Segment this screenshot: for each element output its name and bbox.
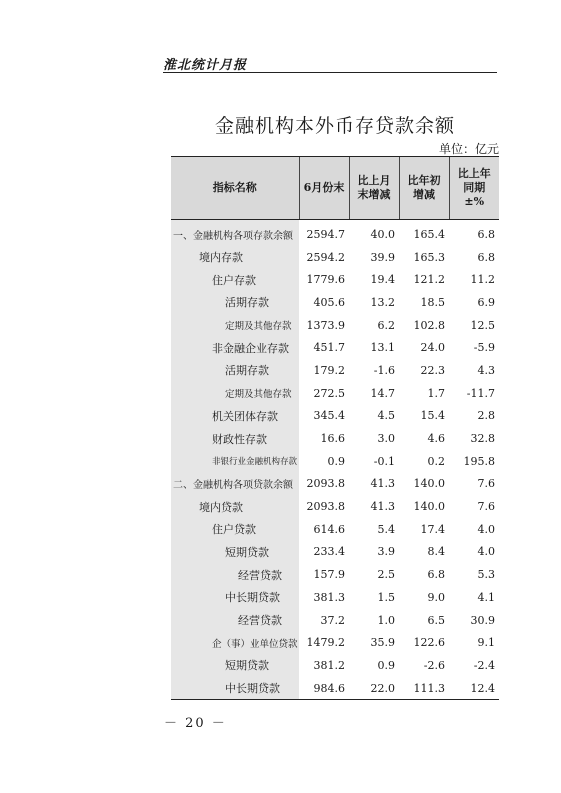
- header-line: 同期: [463, 181, 486, 194]
- row-indicator-name: 一、金融机构各项存款余额: [171, 220, 299, 246]
- cell-mom-change: 41.3: [370, 477, 395, 491]
- cell-ytd-change: 122.6: [413, 636, 445, 650]
- row-indicator-name: 活期存款: [171, 359, 299, 382]
- table-row: [171, 518, 499, 541]
- cell-yoy-pct: 4.1: [477, 590, 495, 604]
- cell-ytd-change: 24.0: [420, 341, 445, 355]
- cell-yoy-pct: -2.4: [473, 658, 495, 672]
- cell-june-end: 157.9: [313, 568, 345, 582]
- col-header-mom-change: [349, 157, 399, 220]
- table-row: [171, 359, 499, 382]
- header-rule: [163, 72, 497, 73]
- cell-yoy-pct: 11.2: [470, 273, 495, 287]
- cell-mom-change: 6.2: [377, 318, 395, 332]
- col-header-june-end: [299, 157, 349, 220]
- col-header-indicator: [171, 157, 299, 220]
- cell-mom-change: -1.6: [373, 363, 395, 377]
- cell-june-end: 2093.8: [306, 477, 345, 491]
- cell-june-end: 2093.8: [306, 500, 345, 514]
- table-row: [171, 291, 499, 314]
- row-indicator-name: 活期存款: [171, 291, 299, 314]
- cell-yoy-pct: -5.9: [473, 341, 495, 355]
- cell-june-end: 272.5: [313, 386, 345, 400]
- cell-mom-change: 4.5: [377, 409, 395, 423]
- table-row: [171, 677, 499, 700]
- cell-mom-change: 5.4: [377, 522, 395, 536]
- cell-mom-change: 3.9: [377, 545, 395, 559]
- cell-mom-change: 13.2: [370, 295, 395, 309]
- header-line: 比上年: [457, 167, 491, 180]
- cell-yoy-pct: 7.6: [477, 477, 495, 491]
- cell-mom-change: 41.3: [370, 500, 395, 514]
- cell-june-end: 381.2: [313, 658, 345, 672]
- row-indicator-name: 短期贷款: [171, 654, 299, 677]
- cell-yoy-pct: 32.8: [470, 432, 495, 446]
- cell-ytd-change: 140.0: [413, 477, 445, 491]
- cell-yoy-pct: 195.8: [463, 454, 495, 468]
- cell-june-end: 405.6: [313, 295, 345, 309]
- cell-ytd-change: 1.7: [427, 386, 445, 400]
- table-row: [171, 268, 499, 291]
- cell-june-end: 381.3: [313, 590, 345, 604]
- cell-ytd-change: 0.2: [427, 454, 445, 468]
- cell-ytd-change: 121.2: [413, 273, 445, 287]
- row-indicator-name: 非银行业金融机构存款: [171, 450, 299, 473]
- cell-ytd-change: 15.4: [420, 409, 445, 423]
- row-indicator-name: 经营贷款: [171, 609, 299, 632]
- cell-ytd-change: 165.4: [413, 227, 445, 241]
- table-row: [171, 586, 499, 609]
- table-row: [171, 427, 499, 450]
- cell-june-end: 345.4: [313, 409, 345, 423]
- row-indicator-name: 机关团体存款: [171, 405, 299, 428]
- cell-mom-change: 14.7: [370, 386, 395, 400]
- table-title: 金融机构本外币存贷款余额: [214, 115, 455, 137]
- row-indicator-name: 境内存款: [171, 246, 299, 269]
- row-indicator-name: 财政性存款: [171, 427, 299, 450]
- cell-yoy-pct: 6.9: [477, 295, 495, 309]
- cell-ytd-change: 18.5: [420, 295, 445, 309]
- cell-mom-change: 22.0: [349, 677, 399, 700]
- loan-deposit-table: [171, 156, 499, 700]
- row-indicator-name: 非金融企业存款: [171, 336, 299, 359]
- row-indicator-name: 定期及其他存款: [171, 382, 299, 405]
- row-indicator-name: 短期贷款: [171, 541, 299, 564]
- table-row: [171, 473, 499, 496]
- cell-ytd-change: 4.6: [427, 432, 445, 446]
- cell-june-end: 1779.6: [306, 273, 345, 287]
- cell-mom-change: 1.5: [377, 590, 395, 604]
- cell-ytd-change: 165.3: [413, 250, 445, 264]
- header-line: 指标名称: [212, 181, 257, 194]
- cell-june-end: 37.2: [320, 613, 345, 627]
- cell-yoy-pct: 6.8: [477, 250, 495, 264]
- cell-yoy-pct: -11.7: [466, 386, 495, 400]
- cell-yoy-pct: 2.8: [477, 409, 495, 423]
- cell-yoy-pct: 4.0: [477, 522, 495, 536]
- col-header-yoy-pct: [449, 157, 499, 220]
- table-row: [171, 314, 499, 337]
- cell-ytd-change: 6.8: [427, 568, 445, 582]
- table-row: [171, 246, 499, 269]
- table-row: [171, 654, 499, 677]
- cell-ytd-change: -2.6: [423, 658, 445, 672]
- table-header-row: [171, 157, 499, 220]
- row-indicator-name: 二、金融机构各项贷款余额: [171, 473, 299, 496]
- row-indicator-name: 中长期贷款: [171, 677, 299, 700]
- header-line: 比年初: [407, 174, 441, 187]
- header-line: 增减: [413, 188, 435, 201]
- cell-mom-change: 40.0: [370, 227, 395, 241]
- row-indicator-name: 住户存款: [171, 268, 299, 291]
- unit-label: 单位：亿元: [438, 142, 499, 156]
- cell-yoy-pct: 4.0: [477, 545, 495, 559]
- cell-ytd-change: 17.4: [420, 522, 445, 536]
- cell-mom-change: 13.1: [370, 341, 395, 355]
- table-body: [171, 220, 499, 700]
- cell-ytd-change: 22.3: [420, 363, 445, 377]
- header-line: 6月份末: [303, 181, 345, 194]
- cell-june-end: 984.6: [299, 677, 349, 700]
- cell-june-end: 2594.7: [306, 227, 345, 241]
- row-indicator-name: 定期及其他存款: [171, 314, 299, 337]
- cell-mom-change: 35.9: [370, 636, 395, 650]
- cell-ytd-change: 102.8: [413, 318, 445, 332]
- table-row: [171, 405, 499, 428]
- cell-yoy-pct: 12.4: [449, 677, 499, 700]
- cell-mom-change: 3.0: [377, 432, 395, 446]
- table-row: [171, 336, 499, 359]
- cell-mom-change: 39.9: [370, 250, 395, 264]
- page-number: － 20 －: [164, 716, 227, 731]
- cell-june-end: 179.2: [313, 363, 345, 377]
- cell-mom-change: 1.0: [377, 613, 395, 627]
- cell-june-end: 614.6: [313, 522, 345, 536]
- cell-ytd-change: 111.3: [399, 677, 449, 700]
- row-indicator-name: 住户贷款: [171, 518, 299, 541]
- cell-yoy-pct: 4.3: [477, 363, 495, 377]
- publication-header: 淮北统计月报: [163, 58, 248, 73]
- header-line: 比上月: [357, 174, 391, 187]
- cell-june-end: 1373.9: [306, 318, 345, 332]
- table-row: [171, 220, 499, 246]
- cell-yoy-pct: 6.8: [477, 227, 495, 241]
- cell-ytd-change: 8.4: [427, 545, 445, 559]
- table-row: [171, 631, 499, 654]
- table-row: [171, 609, 499, 632]
- cell-june-end: 2594.2: [306, 250, 345, 264]
- table-row: [171, 541, 499, 564]
- table-row: [171, 563, 499, 586]
- cell-mom-change: 2.5: [377, 568, 395, 582]
- cell-ytd-change: 140.0: [413, 500, 445, 514]
- table-row: [171, 382, 499, 405]
- cell-yoy-pct: 5.3: [477, 568, 495, 582]
- row-indicator-name: 境内贷款: [171, 495, 299, 518]
- row-indicator-name: 经营贷款: [171, 563, 299, 586]
- cell-june-end: 0.9: [327, 454, 345, 468]
- cell-mom-change: -0.1: [373, 454, 395, 468]
- cell-june-end: 233.4: [313, 545, 345, 559]
- cell-june-end: 451.7: [313, 341, 345, 355]
- cell-yoy-pct: 30.9: [470, 613, 495, 627]
- cell-mom-change: 0.9: [377, 658, 395, 672]
- table-row: [171, 450, 499, 473]
- row-indicator-name: 企（事）业单位贷款: [171, 631, 299, 654]
- cell-yoy-pct: 7.6: [477, 500, 495, 514]
- cell-yoy-pct: 9.1: [477, 636, 495, 650]
- cell-ytd-change: 9.0: [427, 590, 445, 604]
- cell-june-end: 16.6: [320, 432, 345, 446]
- cell-mom-change: 19.4: [370, 273, 395, 287]
- table-row: [171, 495, 499, 518]
- header-line: 末增减: [357, 188, 391, 201]
- header-line: ±%: [464, 195, 485, 208]
- col-header-ytd-change: [399, 157, 449, 220]
- row-indicator-name: 中长期贷款: [171, 586, 299, 609]
- cell-ytd-change: 6.5: [427, 613, 445, 627]
- cell-yoy-pct: 12.5: [470, 318, 495, 332]
- cell-june-end: 1479.2: [306, 636, 345, 650]
